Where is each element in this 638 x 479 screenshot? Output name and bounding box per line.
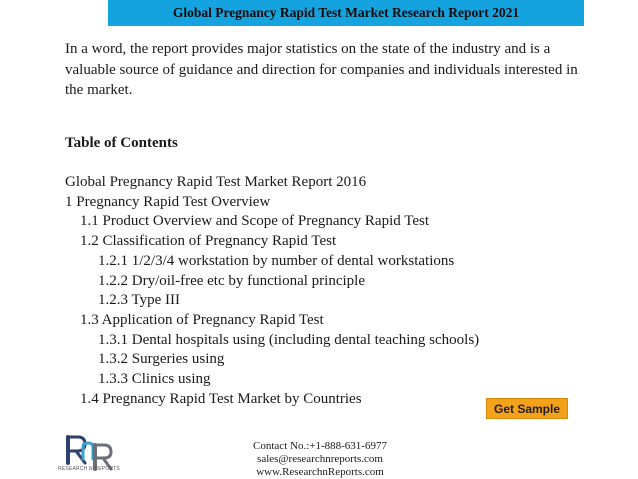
page-title: Global Pregnancy Rapid Test Market Research Report 2021 — [172, 5, 520, 20]
toc-item: 1.2.3 Type III — [98, 292, 180, 309]
get-sample-button[interactable]: Get Sample — [486, 398, 568, 419]
contact-info — [205, 440, 435, 479]
intro-paragraph: In a word, the report provides major statistics on the state of the industry and is a valuable source of guidance and direction for companies and individuals interested in the market. — [65, 41, 578, 98]
toc-item: 1.2.1 1/2/3/4 workstation by number of dental workstations — [98, 252, 455, 269]
toc-item: 1.3.3 Clinics using — [98, 371, 211, 388]
toc-item: Global Pregnancy Rapid Test Market Report 2016 — [65, 174, 367, 190]
contact-phone: Contact No.:+1-888-631-6977 — [253, 440, 387, 452]
contact-website-link[interactable]: www.ResearchnReports.com — [256, 466, 384, 478]
header-bar — [108, 0, 584, 26]
toc-item: 1 Pregnancy Rapid Test Overview — [65, 193, 271, 210]
contact-email-link[interactable]: sales@researchnreports.com — [257, 453, 383, 465]
toc-heading: Table of Contents — [65, 135, 178, 151]
toc-item: 1.2.2 Dry/oil-free etc by functional principle — [98, 272, 365, 289]
table-of-contents — [65, 173, 605, 409]
toc-item: 1.2 Classification of Pregnancy Rapid Test — [80, 233, 337, 250]
logo-tagline: RESEARCH N REPORTS — [58, 466, 120, 472]
toc-item: 1.3 Application of Pregnancy Rapid Test — [80, 311, 324, 328]
toc-item: 1.3.1 Dental hospitals using (including dental teaching schools) — [98, 331, 480, 348]
toc-item: 1.3.2 Surgeries using — [98, 351, 225, 368]
toc-item: 1.4 Pregnancy Rapid Test Market by Countries — [80, 390, 362, 407]
toc-item: 1.1 Product Overview and Scope of Pregnancy Rapid Test — [80, 213, 430, 230]
